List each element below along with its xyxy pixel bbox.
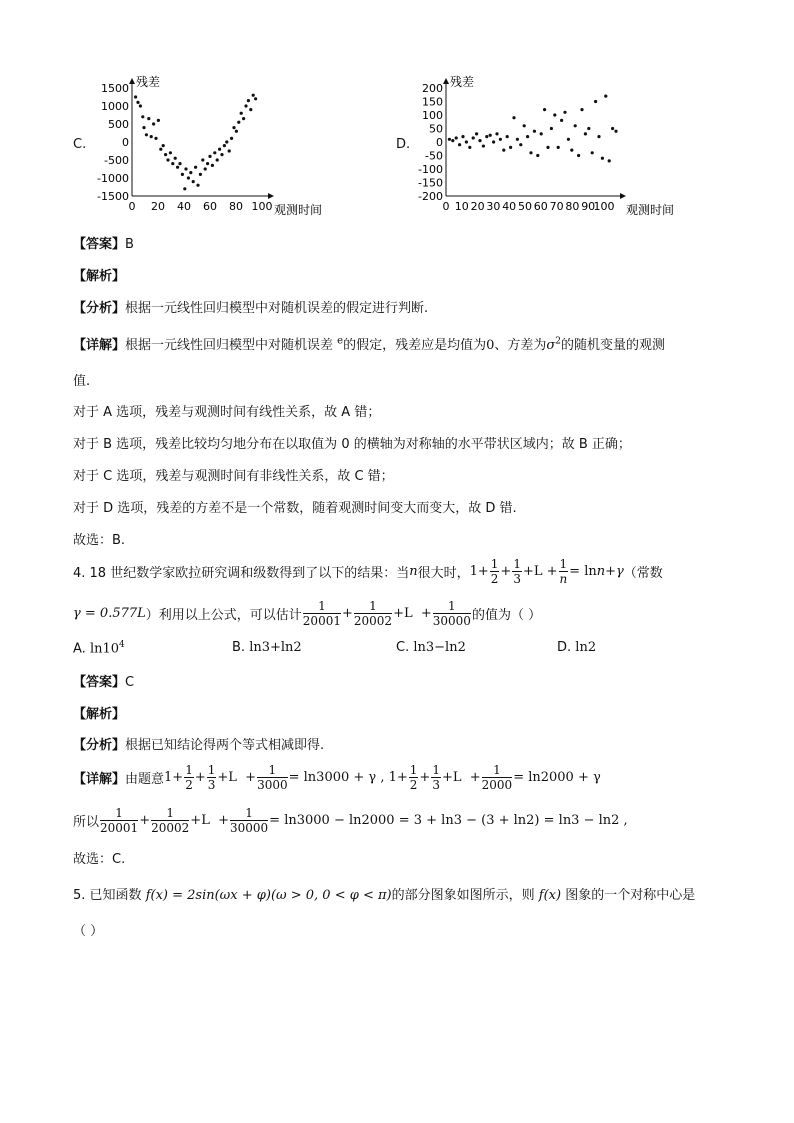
data-point	[199, 173, 202, 176]
y-tick-label: 150	[422, 95, 443, 109]
data-point	[492, 140, 495, 143]
y-tick-label: 500	[108, 118, 129, 131]
x-tick-label: 80	[565, 200, 580, 213]
q3-xiangjie-cont: 值.	[73, 374, 91, 389]
y-tick-label: 1000	[101, 100, 129, 113]
q3-choice: 故选：B.	[73, 533, 126, 548]
data-point	[157, 119, 160, 122]
x-axis-label: 观测时间	[274, 203, 323, 217]
data-point	[516, 138, 519, 141]
data-point	[478, 139, 481, 142]
data-point	[184, 167, 187, 170]
data-point	[597, 135, 600, 138]
data-point	[187, 176, 190, 179]
answer-value: B	[125, 237, 134, 252]
residual-chart-c	[80, 68, 340, 223]
data-point	[240, 112, 243, 115]
q4-fenxi: 【分析】根据已知结论得两个等式相减即得.	[73, 738, 325, 753]
answer-tag: 【答案】	[73, 237, 126, 252]
data-point	[519, 143, 522, 146]
data-point	[614, 130, 617, 133]
data-point	[136, 101, 139, 104]
x-tick-label: 40	[177, 200, 191, 213]
data-point	[461, 135, 464, 138]
residual-chart-d	[410, 68, 710, 223]
q4-option-d: D. ln2	[557, 640, 597, 655]
data-point	[141, 115, 144, 118]
data-point	[166, 158, 169, 161]
x-tick-label: 80	[229, 200, 243, 213]
data-point	[183, 187, 186, 190]
x-tick-label: 20	[470, 200, 485, 213]
data-point	[495, 132, 498, 135]
data-point	[574, 124, 577, 127]
data-point	[604, 95, 607, 98]
data-point	[482, 144, 485, 147]
data-point	[570, 149, 573, 152]
data-point	[213, 151, 216, 154]
data-point	[216, 158, 219, 161]
data-point	[451, 139, 454, 142]
data-point	[147, 117, 150, 120]
data-point	[225, 140, 228, 143]
e-symbol: e	[337, 335, 344, 347]
q3-option-a: 对于 A 选项，残差与观测时间有线性关系，故 A 错；	[73, 405, 381, 420]
x-axis-label: 观测时间	[626, 203, 675, 217]
x-tick-label: 0	[442, 200, 450, 213]
y-tick-label: 0	[122, 136, 129, 149]
q4-answer-line: 【答案】C	[73, 675, 135, 690]
data-point	[611, 127, 614, 130]
y-axis-label: 残差	[450, 75, 475, 89]
data-point	[194, 166, 197, 169]
data-point	[218, 148, 221, 151]
y-tick-label: -500	[104, 154, 129, 167]
data-point	[254, 97, 257, 100]
option-c-label: C.	[73, 137, 87, 152]
y-tick-label: 1500	[101, 82, 129, 95]
x-tick-label: 40	[502, 200, 517, 213]
data-point	[540, 132, 543, 135]
q5-paren: （ ）	[73, 924, 104, 939]
data-point	[196, 184, 199, 187]
data-point	[171, 162, 174, 165]
data-point	[159, 148, 162, 151]
x-tick-label: 20	[151, 200, 165, 213]
data-point	[178, 162, 181, 165]
data-point	[594, 100, 597, 103]
data-point	[232, 126, 235, 129]
data-point	[249, 108, 252, 111]
y-tick-label: -150	[418, 176, 443, 190]
data-point	[472, 136, 475, 139]
data-point	[208, 155, 211, 158]
data-point	[244, 104, 247, 107]
data-point	[502, 149, 505, 152]
x-tick-label: 90	[581, 200, 596, 213]
data-point	[150, 135, 153, 138]
x-tick-label: 100	[251, 200, 273, 213]
data-point	[601, 157, 604, 160]
q3-answer-line	[73, 233, 134, 252]
q4-analysis-tag: 【解析】	[73, 707, 126, 722]
q3-xiangjie: 【详解】根据一元线性回归模型中对随机误差 $^e$的假定，残差应是均值为0、方差为$\sigma^2$的随机变量的观测	[73, 335, 666, 353]
data-point	[529, 151, 532, 154]
data-point	[543, 108, 546, 111]
y-tick-label: 0	[436, 136, 443, 149]
data-point	[591, 151, 594, 154]
x-tick-label: 30	[486, 200, 501, 213]
data-point	[523, 124, 526, 127]
y-tick-label: 200	[422, 82, 443, 95]
y-tick-label: -50	[425, 149, 443, 163]
data-point	[506, 135, 509, 138]
data-point	[220, 153, 223, 156]
q3-option-d: 对于 D 选项，残差的方差不是一个常数，随着观测时间变大而变大，故 D 错.	[73, 501, 517, 516]
q3-option-c: 对于 C 选项，残差与观测时间有非线性关系，故 C 错；	[73, 469, 394, 484]
data-point	[546, 146, 549, 149]
x-axis-arrow	[268, 193, 274, 199]
data-point	[489, 134, 492, 137]
data-point	[485, 135, 488, 138]
data-point	[181, 173, 184, 176]
data-point	[560, 119, 563, 122]
q5-stem: 5. 已知函数 f(x) = 2sin(ωx + φ)(ω > 0, 0 < φ < π)的部分图象如图所示，则 f(x) 图象的一个对称中心是	[73, 888, 696, 903]
x-tick-label: 70	[549, 200, 564, 213]
data-point	[252, 94, 255, 97]
q3-fenxi: 【分析】根据一元线性回归模型中对随机误差的假定进行判断.	[73, 301, 429, 316]
data-point	[455, 136, 458, 139]
analysis-tag: 【解析】	[73, 269, 126, 284]
q4-stem: 4. 18 世纪数学家欧拉研究调和级数得到了以下的结果：当 n 很大时， 1+ $\frac{1}{2}$ + $\frac{1}{3}$ +L + $\frac{1}{n}$ = ln n + γ （常数	[73, 556, 663, 586]
data-point	[465, 140, 468, 143]
y-axis-arrow	[443, 78, 449, 84]
data-point	[162, 144, 165, 147]
data-point	[204, 167, 207, 170]
y-tick-label: 50	[429, 122, 443, 136]
data-point	[468, 146, 471, 149]
data-point	[235, 130, 238, 133]
data-point	[475, 132, 478, 135]
q4-result: 所以 $\frac{1}{20001}$ + $\frac{1}{20002}$ +L + $\frac{1}{30000}$ = ln3000 − ln2000 = 3 + ln3 − (3 + ln2) = ln3 − ln2 ,	[73, 805, 628, 835]
data-point	[448, 138, 451, 141]
data-point	[587, 127, 590, 130]
data-point	[152, 122, 155, 125]
x-axis-arrow	[620, 193, 626, 199]
option-d-label: D.	[396, 137, 411, 152]
data-point	[223, 144, 226, 147]
q4-choice: 故选：C.	[73, 852, 126, 867]
y-tick-label: -100	[418, 163, 443, 176]
data-point	[247, 99, 250, 102]
q4-option-b: B. ln3+ln2	[232, 640, 302, 655]
y-tick-label: -200	[418, 190, 443, 203]
data-point	[557, 146, 560, 149]
data-point	[201, 158, 204, 161]
x-tick-label: 100	[593, 200, 615, 213]
data-point	[134, 95, 137, 98]
data-point	[230, 137, 233, 140]
y-tick-label: -1000	[97, 172, 129, 185]
data-point	[169, 151, 172, 154]
data-point	[563, 111, 566, 114]
x-tick-label: 50	[518, 200, 532, 213]
data-point	[509, 146, 512, 149]
data-point	[164, 153, 167, 156]
data-point	[189, 171, 192, 174]
data-point	[142, 126, 145, 129]
data-point	[176, 166, 179, 169]
data-point	[536, 154, 539, 157]
data-point	[608, 159, 611, 162]
y-tick-label: -1500	[97, 190, 129, 203]
data-point	[145, 133, 148, 136]
data-point	[154, 137, 157, 140]
data-point	[237, 121, 240, 124]
x-tick-label: 60	[533, 200, 548, 213]
data-point	[580, 108, 583, 111]
data-point	[242, 117, 245, 120]
data-point	[211, 164, 214, 167]
data-point	[192, 180, 195, 183]
x-tick-label: 60	[203, 200, 217, 213]
data-point	[577, 154, 580, 157]
q4-stem-cont: γ = 0.577L ）利用以上公式，可以估计 $\frac{1}{20001}$ + $\frac{1}{20002}$ +L + $\frac{1}{30000}$ 的值为（ ）	[73, 598, 542, 628]
data-point	[584, 132, 587, 135]
q4-option-a: A. $\ln 10^4$	[73, 640, 125, 657]
data-point	[550, 127, 553, 130]
y-tick-label: 100	[422, 109, 443, 122]
data-point	[228, 149, 231, 152]
q4-option-c: C. ln3−ln2	[396, 640, 466, 655]
data-point	[567, 138, 570, 141]
q3-option-b: 对于 B 选项，残差比较均匀地分布在以取值为 0 的横轴为对称轴的水平带状区域内；故 B 正确；	[73, 437, 631, 452]
data-point	[174, 157, 177, 160]
q4-xiangjie: 【详解】 由题意 1+ $\frac{1}{2}$ + $\frac{1}{3}$ +L + $\frac{1}{3000}$ = ln3000 + γ , 1+ $\frac{1}{2}$ + $\frac{1}{3}$ +L + $\frac{1}{2000}$ = ln2000 + γ	[73, 762, 601, 792]
data-point	[499, 138, 502, 141]
data-point	[139, 104, 142, 107]
x-tick-label: 0	[128, 200, 136, 213]
data-point	[512, 116, 515, 119]
data-point	[533, 130, 536, 133]
y-axis-arrow	[129, 78, 135, 84]
x-tick-label: 10	[454, 200, 469, 213]
data-point	[553, 113, 556, 116]
data-point	[526, 135, 529, 138]
data-point	[206, 162, 209, 165]
data-point	[458, 143, 461, 146]
y-axis-label: 残差	[136, 75, 161, 89]
